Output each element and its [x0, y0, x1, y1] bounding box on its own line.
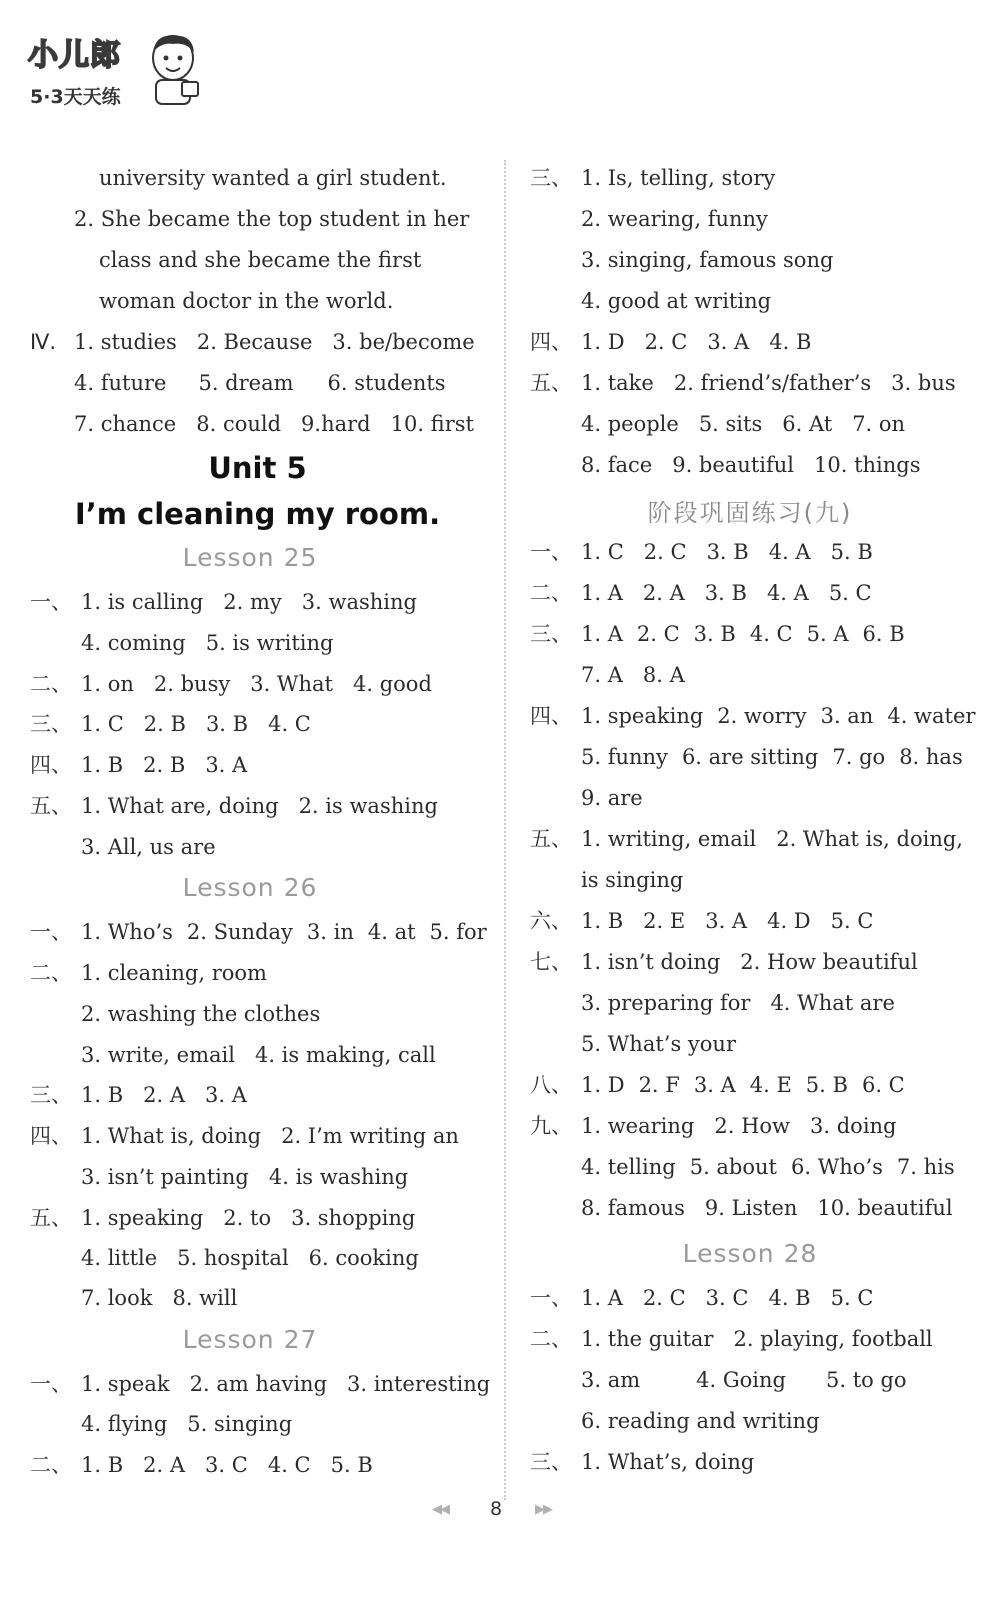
answer-item: 1. C	[81, 712, 124, 736]
section-label: 四、	[530, 330, 572, 354]
answer-row	[581, 1326, 953, 1352]
answer-item: 5. about	[689, 1155, 777, 1179]
answer-item: 3. C	[205, 1453, 248, 1477]
lesson-title: Lesson 28	[682, 1239, 818, 1268]
answer-item: 3. an	[820, 704, 874, 728]
section-label: 四、	[30, 1124, 72, 1148]
answer-row	[581, 411, 925, 437]
answer-item: 1. D	[581, 1073, 625, 1097]
answer-item: 3. isn’t painting	[81, 1165, 249, 1189]
answer-item: 5. A	[806, 622, 849, 646]
answer-item: 7. his	[896, 1155, 955, 1179]
answer-item: 1. take	[581, 371, 654, 395]
answer-item: 3. B	[706, 540, 749, 564]
answer-item: 4. C	[267, 1453, 311, 1477]
section-label: 三、	[530, 622, 572, 646]
answer-row	[581, 908, 893, 934]
answer-item: 3. A	[693, 1073, 736, 1097]
unit-title: Unit 5	[208, 451, 307, 485]
answer-item: 2. A	[143, 1453, 186, 1477]
answer-item: 7. go	[832, 745, 886, 769]
answer-item: 2. What is, doing,	[776, 827, 963, 851]
answer-row	[81, 1042, 456, 1068]
section-label: 二、	[530, 581, 572, 605]
answer-line: 2. washing the clothes	[81, 1002, 321, 1026]
answer-line: 3. All, us are	[81, 835, 216, 859]
answer-item: 1. the guitar	[581, 1327, 714, 1351]
answer-item: 1. wearing	[581, 1114, 695, 1138]
answer-item: 4. C	[749, 622, 793, 646]
stage-practice-title: 阶段巩固练习(九)	[647, 499, 853, 527]
lesson-title: Lesson 27	[182, 1325, 318, 1354]
answer-item: 8. will	[172, 1286, 238, 1310]
answer-item: 1. speaking	[81, 1206, 204, 1230]
answer-row	[581, 990, 915, 1016]
answer-item: 2. C	[643, 540, 687, 564]
answer-item: 4. Going	[696, 1368, 786, 1392]
answer-item: 5. C	[830, 1286, 874, 1310]
section-label: 四、	[530, 704, 572, 728]
answer-item: 3. bus	[891, 371, 956, 395]
answer-item: 4. B	[769, 330, 812, 354]
answer-item: 10. things	[814, 453, 921, 477]
section-label: 三、	[30, 1083, 72, 1107]
answer-row	[581, 1367, 927, 1393]
answer-row	[81, 589, 437, 615]
answer-item: 1. speaking	[581, 704, 704, 728]
answer-item: 1. studies	[74, 330, 177, 354]
answer-row	[81, 1245, 439, 1271]
answer-item: 2. B	[143, 753, 186, 777]
answer-item: 2. busy	[153, 672, 231, 696]
answer-row	[581, 1113, 917, 1139]
answer-item: 2. I’m writing an	[281, 1124, 459, 1148]
answer-row	[81, 919, 507, 945]
answer-line: is singing	[581, 868, 684, 892]
answer-item: 4. What are	[770, 991, 895, 1015]
section-label: 二、	[30, 672, 72, 696]
section-label: 五、	[530, 371, 572, 395]
answer-item: 2. B	[143, 712, 186, 736]
answer-item: 3. A	[705, 909, 748, 933]
answer-line: 6. reading and writing	[581, 1409, 820, 1433]
section-label: 七、	[530, 950, 572, 974]
answer-item: 5. C	[830, 909, 874, 933]
section-label: 一、	[30, 1372, 72, 1396]
answer-row	[81, 630, 353, 656]
answer-row	[581, 539, 893, 565]
answer-item: 2. Because	[196, 330, 313, 354]
answer-item: 5. C	[828, 581, 872, 605]
answer-row	[581, 329, 831, 355]
answer-line: 1. cleaning, room	[81, 961, 267, 985]
answer-item: 9. beautiful	[672, 453, 794, 477]
answer-row	[581, 1154, 975, 1180]
answer-item: 5. for	[429, 920, 487, 944]
answer-item: 8. could	[196, 412, 282, 436]
answer-item: 4. is washing	[268, 1165, 409, 1189]
answer-item: 4. A	[768, 540, 811, 564]
answer-item: 7. look	[81, 1286, 153, 1310]
answer-item: 7. chance	[74, 412, 177, 436]
answer-row	[74, 329, 495, 355]
answer-item: 4. is making, call	[254, 1043, 436, 1067]
answer-item: 3. B	[205, 712, 249, 736]
section-label: 三、	[30, 712, 72, 736]
answer-item: 1. on	[81, 672, 134, 696]
answer-item: 3. preparing for	[581, 991, 751, 1015]
answer-item: 7. on	[852, 412, 906, 436]
page-number: 8	[490, 1498, 503, 1520]
answer-item: 4. little	[81, 1246, 158, 1270]
answer-item: 2. C	[642, 1286, 686, 1310]
answer-item: 5. B	[805, 1073, 848, 1097]
answer-item: 3. A	[205, 1083, 247, 1107]
answer-item: 4. at	[367, 920, 416, 944]
answer-row	[81, 671, 452, 697]
answer-item: 3. am	[581, 1368, 641, 1392]
answer-item: 5. singing	[187, 1412, 293, 1436]
answer-item: 1. B	[581, 909, 624, 933]
answer-item: 2. playing, football	[733, 1327, 933, 1351]
answer-line: university wanted a girl student.	[99, 166, 447, 190]
answer-item: 6. B	[862, 622, 905, 646]
section-label: 一、	[30, 920, 72, 944]
answer-line: 1. Is, telling, story	[581, 166, 776, 190]
answer-item: 3. What	[250, 672, 333, 696]
page-header	[0, 0, 996, 115]
answer-item: 8. A	[642, 663, 685, 687]
answer-row	[81, 1371, 510, 1397]
answer-item: 2. my	[223, 590, 282, 614]
previous-arrows-icon: ◀◀	[432, 1502, 448, 1517]
answer-item: 2. E	[643, 909, 686, 933]
answer-item: 5. hospital	[177, 1246, 289, 1270]
answer-item: 4. coming	[81, 631, 186, 655]
section-label: 二、	[30, 1453, 72, 1477]
answer-row	[581, 949, 938, 975]
section-label: 三、	[530, 166, 572, 190]
answer-item: 5. to go	[825, 1368, 907, 1392]
answer-item: 1. writing, email	[581, 827, 757, 851]
answer-item: 9. Listen	[704, 1196, 798, 1220]
answer-row	[81, 1205, 435, 1231]
answer-row	[81, 1411, 312, 1437]
answer-item: 2. C	[636, 622, 680, 646]
brand-series-text: 5·3天天练	[30, 86, 121, 108]
answer-row	[581, 370, 976, 396]
answer-item: 4. future	[74, 371, 167, 395]
answer-item: 2. worry	[717, 704, 807, 728]
section-label: 五、	[30, 1206, 72, 1230]
answer-item: 1. A	[581, 581, 623, 605]
answer-item: 5. is writing	[205, 631, 334, 655]
lesson-title: Lesson 25	[182, 543, 318, 572]
section-label: 三、	[530, 1450, 572, 1474]
answer-line: 2. wearing, funny	[581, 207, 768, 231]
answer-item: 1. C	[581, 540, 624, 564]
answer-item: 6. are sitting	[681, 745, 819, 769]
answer-line: 3. singing, famous song	[581, 248, 834, 272]
answer-item: 2. to	[223, 1206, 272, 1230]
answer-row	[81, 752, 267, 778]
answer-item: 1. What are, doing	[81, 794, 279, 818]
answer-line: woman doctor in the world.	[99, 289, 394, 313]
answer-row	[581, 703, 995, 729]
answer-line: 2. She became the top student in her	[74, 207, 470, 231]
answer-item: 6. At	[782, 412, 833, 436]
answer-item: 3. B	[704, 581, 747, 605]
answer-row	[581, 580, 892, 606]
answer-row	[581, 1072, 925, 1098]
brand-logo-text: 小儿郎	[28, 38, 121, 73]
section-label: 八、	[530, 1073, 572, 1097]
answer-item: 6. students	[327, 371, 446, 395]
answer-item: 5. dream	[198, 371, 294, 395]
answer-item: 3. B	[693, 622, 736, 646]
answer-line: 5. What’s your	[581, 1032, 736, 1056]
answer-item: 1. is calling	[81, 590, 204, 614]
answer-line: 4. good at writing	[581, 289, 772, 313]
section-label: 九、	[530, 1114, 572, 1138]
answer-item: 2. How beautiful	[740, 950, 918, 974]
unit-subtitle: I’m cleaning my room.	[74, 497, 441, 531]
answer-item: 5. sits	[698, 412, 763, 436]
answer-item: 3. in	[306, 920, 354, 944]
answer-row	[581, 662, 705, 688]
answer-line: class and she became the first	[99, 248, 422, 272]
section-label: 五、	[530, 827, 572, 851]
answer-item: 1. Who’s	[81, 920, 173, 944]
section-label: 六、	[530, 909, 572, 933]
answer-item: 3. A	[205, 753, 248, 777]
answer-item: 6. cooking	[308, 1246, 419, 1270]
answer-item: 2. A	[642, 581, 685, 605]
boy-mascot-icon	[142, 30, 204, 106]
answer-item: 6. Who’s	[790, 1155, 883, 1179]
answer-item: 1. A	[581, 1286, 623, 1310]
section-label: 二、	[530, 1327, 572, 1351]
answer-item: 1. A	[581, 622, 623, 646]
answer-row	[581, 1285, 893, 1311]
section-label: Ⅳ.	[30, 330, 57, 354]
answer-item: 10. first	[390, 412, 474, 436]
answer-item: 1. What is, doing	[81, 1124, 262, 1148]
answer-item: 4. people	[581, 412, 679, 436]
answer-item: 3. washing	[301, 590, 417, 614]
answer-item: 6. C	[861, 1073, 905, 1097]
answer-row	[74, 370, 466, 396]
answer-item: 1. B	[81, 1083, 124, 1107]
answer-item: 1. isn’t doing	[581, 950, 721, 974]
answer-item: 4. flying	[81, 1412, 168, 1436]
answer-item: 2. How	[714, 1114, 791, 1138]
answer-item: 3. interesting	[347, 1372, 491, 1396]
answer-row	[81, 1452, 393, 1478]
section-label: 一、	[530, 540, 572, 564]
answer-item: 4. A	[766, 581, 809, 605]
answer-item: 2. F	[638, 1073, 680, 1097]
answer-item: 2. A	[143, 1083, 186, 1107]
answer-item: 2. is washing	[298, 794, 438, 818]
answer-row	[581, 1195, 973, 1221]
answer-item: 1. speak	[81, 1372, 170, 1396]
answer-item: 4. good	[353, 672, 432, 696]
section-label: 一、	[530, 1286, 572, 1310]
answer-item: 4. C	[268, 712, 311, 736]
answer-item: 2. friend’s/father’s	[673, 371, 872, 395]
section-label: 一、	[30, 590, 72, 614]
answer-item: 1. B	[81, 1453, 124, 1477]
answer-item: 3. shopping	[291, 1206, 416, 1230]
answer-row	[581, 621, 925, 647]
section-label: 二、	[30, 961, 72, 985]
answer-row	[81, 711, 331, 737]
answer-item: 1. B	[81, 753, 124, 777]
answer-item: 5. funny	[581, 745, 668, 769]
answer-row	[81, 1082, 267, 1108]
answer-item: 5. B	[830, 540, 873, 564]
answer-item: 4. E	[749, 1073, 792, 1097]
answer-item: 4. B	[768, 1286, 811, 1310]
answer-row	[581, 744, 983, 770]
answer-row	[581, 826, 963, 852]
answer-row	[74, 411, 494, 437]
answer-row	[581, 452, 941, 478]
answer-item: 9.hard	[301, 412, 371, 436]
answer-line: 1. What’s, doing	[581, 1450, 755, 1474]
answer-item: 2. am having	[189, 1372, 328, 1396]
answer-item: 3. C	[705, 1286, 749, 1310]
answer-item: 3. doing	[810, 1114, 897, 1138]
answer-row	[81, 1164, 428, 1190]
answer-row	[81, 793, 458, 819]
answer-item: 10. beautiful	[817, 1196, 953, 1220]
answer-item: 2. C	[644, 330, 688, 354]
answer-item: 3. be/become	[332, 330, 475, 354]
answer-item: 8. has	[899, 745, 963, 769]
answer-item: 2. Sunday	[186, 920, 293, 944]
answer-item: 3. write, email	[81, 1043, 235, 1067]
page-footer	[0, 1492, 996, 1532]
answer-item: 7. A	[581, 663, 623, 687]
answer-item: 4. D	[767, 909, 811, 933]
column-divider	[504, 160, 506, 1500]
answer-line: 9. are	[581, 786, 643, 810]
answer-item: 8. face	[581, 453, 653, 477]
section-label: 四、	[30, 753, 72, 777]
answer-item: 4. water	[887, 704, 976, 728]
answer-item: 8. famous	[581, 1196, 685, 1220]
next-arrows-icon: ▶▶	[535, 1502, 551, 1517]
answer-row	[81, 1285, 257, 1311]
lesson-title: Lesson 26	[182, 873, 318, 902]
answer-item: 5. B	[330, 1453, 373, 1477]
answer-row	[81, 1123, 479, 1149]
section-label: 五、	[30, 794, 72, 818]
answer-item: 3. A	[707, 330, 750, 354]
answer-item: 4. telling	[581, 1155, 676, 1179]
answer-item: 1. D	[581, 330, 625, 354]
